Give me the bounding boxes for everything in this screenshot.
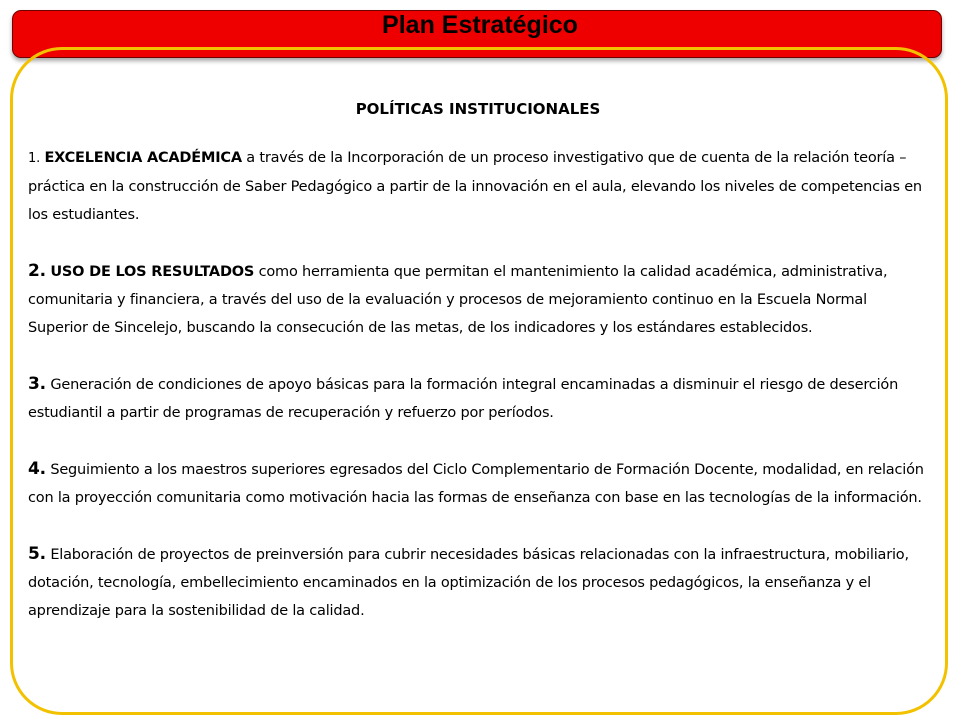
policy-text: a través de la Incorporación de un proceso investigativo que de cuenta de la relación teoría – práctica en la construcción de Saber Pedagógico a partir de la innovación en el aula, elevando los niveles de competencias en los estudiantes.: [28, 150, 922, 223]
policy-number: 5.: [28, 544, 46, 564]
policy-label: EXCELENCIA ACADÉMICA: [44, 150, 242, 166]
policy-number: 2.: [28, 261, 46, 281]
policy-text: Seguimiento a los maestros superiores egresados del Ciclo Complementario de Formación Docente, modalidad, en relación con la proyección comunitaria como motivación hacia las formas de enseñanza con base en las tecnologías de la información.: [28, 462, 924, 506]
policy-label: USO DE LOS RESULTADOS: [50, 264, 255, 280]
policy-item-2: [28, 257, 928, 342]
policy-number: 4.: [28, 459, 46, 479]
policy-text: Generación de condiciones de apoyo básicas para la formación integral encaminadas a disminuir el riesgo de deserción estudiantil a partir de programas de recuperación y refuerzo por períodos.: [28, 377, 899, 421]
policy-item-4: [28, 455, 928, 512]
policy-number: 3.: [28, 374, 46, 394]
section-heading: POLÍTICAS INSTITUCIONALES: [355, 100, 601, 118]
policy-item-3: [28, 370, 928, 427]
policy-text: como herramienta que permitan el mantenimiento la calidad académica, administrativa, comunitaria y financiera, a través del uso de la evaluación y procesos de mejoramiento continuo en la Escuela Normal Superior de Sincelejo, buscando la consecución de las metas, de los indicadores y los estándares establecidos.: [28, 264, 888, 336]
policies-content: [28, 95, 928, 625]
policy-text: Elaboración de proyectos de preinversión para cubrir necesidades básicas relacionadas con la infraestructura, mobiliario, dotación, tecnología, embellecimiento encaminados en la optimización de los procesos pedagógicos, la enseñanza y el aprendizaje para la sostenibilidad de la calidad.: [28, 547, 909, 619]
page-title: Plan Estratégico: [382, 11, 578, 39]
policy-item-1: [28, 144, 928, 229]
policy-item-5: [28, 540, 928, 625]
policy-number: 1.: [28, 151, 41, 166]
